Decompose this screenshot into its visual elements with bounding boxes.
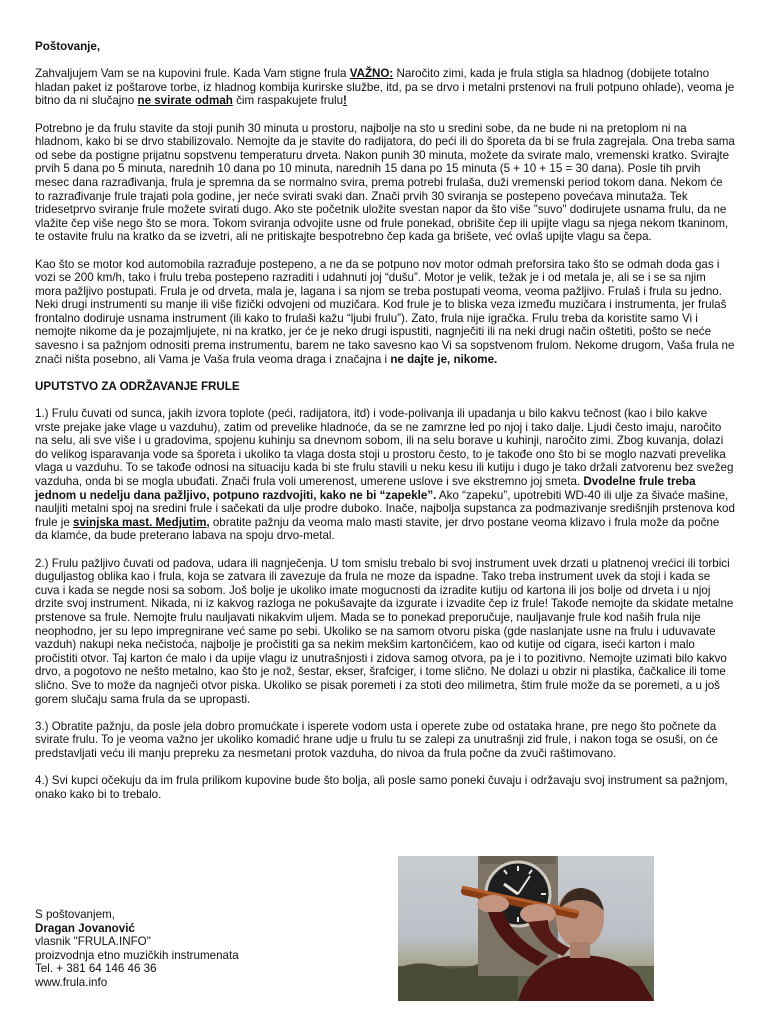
signature-company: proizvodnja etno muzičkih instrumenata: [35, 948, 239, 962]
intro-text-2: Naročito zimi, kada je frula stigla sa hladnog (dobijete totalno hladan paket iz poštarove torbe, iz hladnog kombija kurirske službe, itd, pa se drvo i metalni prstenovi na fruli potpuno ohlade), veoma je bitno da ni slučajno: [35, 67, 735, 108]
engine-analogy-paragraph: [35, 258, 735, 367]
do-not-lend-warning: ne dajte je, nikome.: [390, 352, 498, 366]
signature-closing: S poštovanjem,: [35, 908, 115, 921]
maintenance-item-2: 2.) Frulu pažljivo čuvati od padova, udara ili nagnječenja. U tom smislu trebalo bi svoj instrument uvek drzati u platnenoj vrećici ili torbici duguljastog oblika kao i frula, koja se zatvara ili zavezuje da frula ne moze da ispadne. Tako treba instrument uvek da stoji i kada se cuva i kada se negde nosi sa sobom. Još bolje je ukoliko imate mogucnosti da izradite kutiju od kartona ili jos bolje od drveta i u njoj drzite svoj instrument. Nikada, ni iz kakvog razloga ne pokušavajte da izgurate i izvadite čep iz frule! Takođe nemojte da skidate metalne prstenove sa frule. Nemojte frulu nauljavati nikakvim uljem. Mada se to ponekad preporučuje, nauljavanje frule kod naših frula nije neophodno, jer su lepo impregnirane već same po sebi. Ukoliko se na samom otvoru piska (gde naslanjate usne na frulu i uduvavate vazduh) nakupi neka nečistoća, najbolje je pročistiti ga sa nekim mekšim kartončićem, kao od kutije od cigara, iseći karton i malo pročistiti otvor. Taj karton će malo i da upije vlagu iz unutrašnjosti i zidova samog otvora, pa je i to pozitivno. Nemojte uzimati bilo kakvo drvo, a pogotovo ne nešto metalno, kao što je nož, šestar, ekser, šrafciger, i tome slično. Ne dolazi u obzir ni plastika, čačkalice ili tome slično. Sve to može da nagnječi otvor piska. Ukoliko se pisak poremeti i za stoti deo milimetra, štim frule može da se poremeti, a u još gorem slučaju sama frula da se upropasti.: [35, 556, 734, 706]
intro-exclamation: !: [343, 94, 347, 108]
engine-text: Kao što se motor kod automobila razrađuje postepeno, a ne da se potpuno nov motor odmah preforsira tako što se odmah doda gas i vozi se 200 km/h, tako i frulu treba postepeno razraditi i udahnuti joj “dušu”. Motor je velik, težak je i od metala je, ali se i se sa njim mora pažljivo postupati. Frula je od drveta, mala je, lagana i sa njom se treba postupati veoma, veoma pažljivo. Frulaš i frula su jedno. Neki drugi instrumenti su manje ili više fizički odvojeni od muzičara. Kod frule je to bliska veza između muzičara i instrumenta, jer frulaš frontalno dodiruje usnama instrument (ili kako to frulaši kažu “ljubi frulu”). Zato, frula nije igračka. Frulu treba da koristite samo Vi i nemojte nikome da je pozajmljujete, ni na kratko, jer će je neko drugi ispustiti, nagnječiti ili na neki drugi način oštetiti, pošto se neće savesno i sa pažnjom odnositi prema instrumentu, barem ne tako savesno kao Vi sa sopstvenom frulom. Nekome drugom, Vaša frula ne znači ništa posebno, ali Vama je Vaša frula veoma draga i značajna i: [35, 257, 735, 366]
item1-grease-note: svinjska mast. Medjutim,: [73, 515, 210, 529]
breaking-in-paragraph: Potrebno je da frulu stavite da stoji punih 30 minuta u prostoru, najbolje na sto u sredini sobe, da ne bude ni na pretoplom ni na hladnom, kako bi se drvo stabilizovalo. Nemojte da je stavite do radijatora, do peći ili do šporeta da bi se frula zagrejala. Ona treba sama od sebe da postigne prijatnu sopstvenu temperaturu drveta. Nakon punih 30 minuta, možete da svirate malo, vremenski kratko. Svirajte prvih 5 dana po 5 minuta, narednih 10 dana po 10 minuta, narednih 15 dana po 15 minuta (5 + 10 + 15 = 30 dana). Posle tih prvih mesec dana razrađivanja, frula je spremna da se normalno svira, prema potrebi frulaša, duži vremenski period tokom dana. Nekom će to razrađivanje frule trajati pola godine, jer neće svirati svaki dan. Znači prvih 30 sviranja se postepeno povećava minutaža. Tek tridesetprvo sviranje frule možete svirati dugo. Ako ste početnik uložite svestan napor da što više "suvo" dodirujete usnama frulu, da ne vlažite čep više nego što se mora. Tokom sviranja odvojite usne od frule ponekad, obrišite čep ili upijte vlagu sa njega nekom tkaninom, te ostavite frulu na kratko da se izvetri, ali ne pritiskajte bespotrebno čep kada ga brišete, već ovlaš upijte vlagu sa čepa.: [35, 121, 735, 244]
signature-phone: Tel. + 381 64 146 46 36: [35, 962, 157, 976]
do-not-play-warning: ne svirate odmah: [137, 94, 233, 108]
signature-name: Dragan Jovanović: [35, 921, 135, 935]
intro-paragraph: [35, 67, 735, 108]
maintenance-item-3: 3.) Obratite pažnju, da posle jela dobro promućkate i isperete vodom usta i operete zube od ostataka hrane, pre nego što počnete da svirate frulu. To je veoma važno jer ukoliko komadić hrane udje u frulu tu se zalepi za unutrašnji zid frule, i nakon toga se osuši, on će predstavljati veću ili manju prepreku za nesmetani protok vazduha, do nivoa da frula počne da zvuči raštimovano.: [35, 719, 718, 760]
maintenance-item-1: [35, 407, 735, 543]
man-playing-frula-photo: [398, 856, 654, 1001]
maintenance-item-4: 4.) Svi kupci očekuju da im frula prilikom kupovine bude što bolja, ali posle samo poneki čuvaju i održavaju svoj instrument sa pažnjom, onako kako bi to trebalo.: [35, 774, 728, 801]
greeting: Poštovanje,: [35, 40, 101, 53]
signature-website: www.frula.info: [35, 975, 108, 989]
maintenance-heading: UPUTSTVO ZA ODRŽAVANJE FRULE: [35, 379, 240, 393]
item1-text-2: Ako “zapeku”, upotrebiti WD-40 ili ulje za šivaće mašine, nauljiti metalni spoj na sredini frule i sačekati da ulje prodre duboko. Inače, najbolja supstanca za podmazivanje središnjih prstenova kod frule je: [35, 488, 735, 529]
item1-bold-instruction: Dvodelne frule treba jednom u nedelju dana pažljivo, potpuno razdvojiti, kako ne bi “zapekle”.: [35, 475, 696, 502]
photo-illustration: [398, 856, 654, 1001]
signature-block: [35, 908, 239, 990]
item1-text-1: 1.) Frulu čuvati od sunca, jakih izvora toplote (peći, radijatora, itd) i vode-polivanja ili upadanja u bilo kakvu tečnost (kao i bilo kakve vrste prejake jake vlage u vazduhu), zatim od prevelike hladnoće, da se ne zamrzne led po njoj i tako dalje. Ljudi često imaju, naročito na selu, ali sve više i u gradovima, spojenu kuhinju sa dnevnom sobom, ili na selu borave u kuhinji, naročito zimi. Zbog kuvanja, dolazi do velikog isparavanja vode sa šporeta i ukoliko ta vlaga dosta stoji u prostoru često, to je takođe ono što bi se moglo nazvati prevelika vlaga u vazduhu. To se takođe odnosi na situaciju kada bi ste frulu stavili u neku kesu ili kutiju i dugo je tako držali zatvorenu bez svežeg vazduha, onda bi se mogla ubuđati. Znači frula voli umerenost, umerene uslove i sve ekstremno joj smeta.: [35, 407, 734, 488]
important-label: VAŽNO:: [349, 67, 394, 81]
intro-text-3: čim raspakujete frulu: [232, 94, 344, 108]
signature-role: vlasnik "FRULA.INFO": [35, 935, 151, 949]
item1-text-3: obratite pažnju da veoma malo masti stavite, jer drvo postane veoma klizavo i frula može da počne da klamće, da bude preterano labava na spoju drvo-metal.: [35, 515, 720, 543]
letter-body: [35, 40, 735, 815]
intro-text-1: Zahvaljujem Vam se na kupovini frule. Kada Vam stigne frula: [35, 67, 350, 81]
